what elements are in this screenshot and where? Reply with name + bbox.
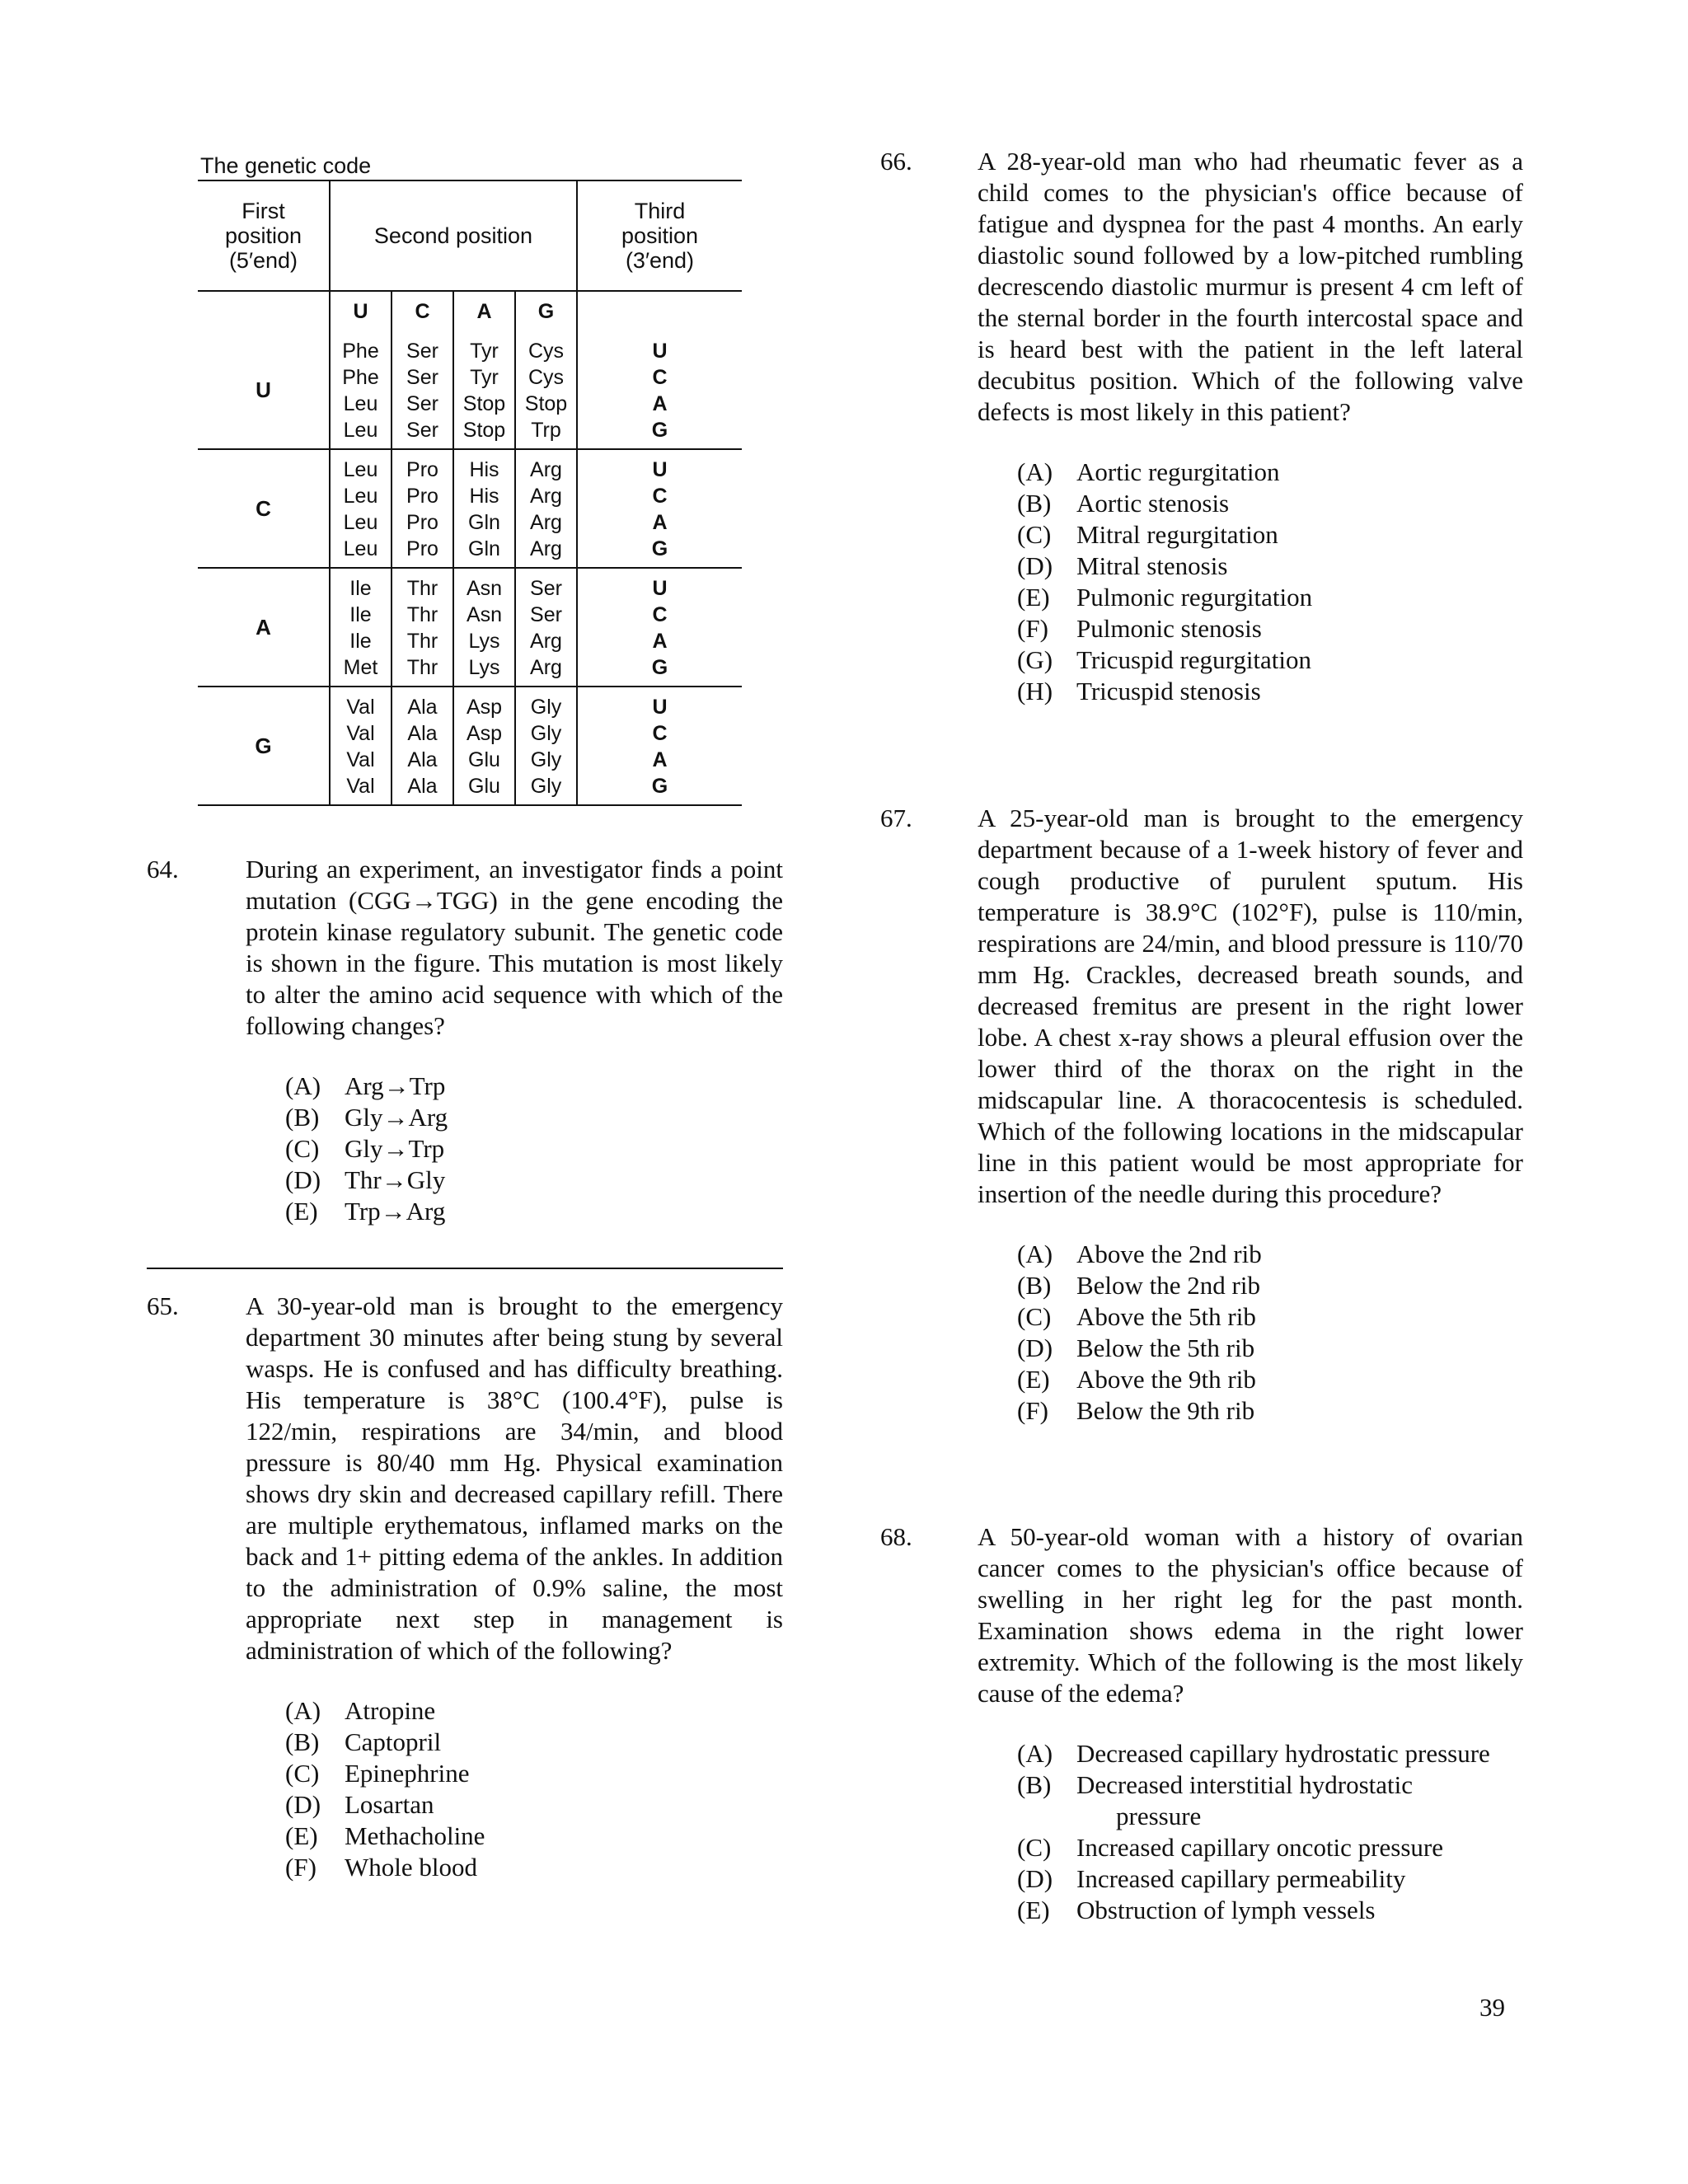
amino-acid-cell: Gly xyxy=(530,722,562,745)
answer-option xyxy=(285,1165,783,1196)
answer-option xyxy=(1017,582,1523,613)
amino-acid-cell: Stop xyxy=(524,392,568,415)
answer-option xyxy=(285,1196,783,1227)
amino-acid-cell: Ser xyxy=(530,577,562,600)
option-label: (C) xyxy=(285,1759,320,1788)
option-text: Atropine xyxy=(345,1696,436,1725)
amino-acid-cell: Leu xyxy=(343,537,378,560)
amino-acid-cell: Cys xyxy=(528,366,565,389)
section-divider xyxy=(147,1268,783,1269)
amino-acid-cell: Gly xyxy=(530,696,562,719)
answer-option xyxy=(1017,1769,1523,1832)
answer-option xyxy=(285,1727,783,1758)
amino-acid-cell: Leu xyxy=(343,511,378,534)
option-text: Below the 9th rib xyxy=(1076,1396,1255,1425)
amino-acid-cell: Thr xyxy=(406,577,438,600)
amino-acid-cell: Phe xyxy=(342,366,379,389)
answer-option xyxy=(285,1852,783,1883)
option-label: (B) xyxy=(1017,489,1052,518)
amino-acid-cell: Glu xyxy=(468,775,500,798)
option-text: Losartan xyxy=(345,1790,434,1819)
question-68 xyxy=(880,1521,1523,1926)
option-text: Increased capillary permeability xyxy=(1076,1864,1406,1893)
amino-acid-cell: His xyxy=(469,458,499,481)
third-position-letter: G xyxy=(651,419,668,442)
option-text: Gly→Arg xyxy=(345,1103,448,1132)
option-text: Aortic stenosis xyxy=(1076,489,1230,518)
amino-acid-cell: Val xyxy=(346,722,375,745)
option-label: (F) xyxy=(1017,614,1048,643)
page-number: 39 xyxy=(1479,1993,1505,2022)
option-text-continuation: pressure xyxy=(1116,1802,1202,1830)
amino-acid-cell: Asp xyxy=(466,722,503,745)
answer-option xyxy=(1017,1301,1523,1333)
answer-options xyxy=(1017,457,1523,707)
amino-acid-cell: Ala xyxy=(407,722,438,745)
option-text: Thr→Gly xyxy=(345,1165,446,1194)
amino-acid-cell: Val xyxy=(346,748,375,771)
option-text: Tricuspid regurgitation xyxy=(1076,645,1312,674)
option-text: Epinephrine xyxy=(345,1759,470,1788)
answer-option xyxy=(1017,676,1523,707)
amino-acid-cell: Ser xyxy=(406,366,438,389)
answer-option xyxy=(1017,1333,1523,1364)
third-position-letter: C xyxy=(652,722,668,745)
third-position-letter: A xyxy=(652,630,668,653)
question-number: 67. xyxy=(880,804,912,832)
option-text: Increased capillary oncotic pressure xyxy=(1076,1833,1443,1862)
genetic-code-figure xyxy=(198,152,742,806)
amino-acid-cell: Thr xyxy=(406,630,438,653)
amino-acid-cell: Arg xyxy=(530,485,562,508)
answer-options xyxy=(1017,1738,1523,1926)
option-text: Mitral stenosis xyxy=(1076,551,1228,580)
third-position-letter: U xyxy=(652,458,668,481)
answer-options xyxy=(285,1695,783,1883)
option-text: Arg→Trp xyxy=(345,1071,446,1100)
question-number: 64. xyxy=(147,855,179,883)
second-letter: G xyxy=(515,291,577,331)
third-position-letter: G xyxy=(651,537,668,560)
question-66 xyxy=(880,146,1523,707)
option-text: Aortic regurgitation xyxy=(1076,457,1280,486)
option-label: (F) xyxy=(1017,1396,1048,1425)
third-position-letter: U xyxy=(652,696,668,719)
answer-option xyxy=(1017,488,1523,519)
first-position-letter: C xyxy=(198,449,330,568)
question-number: 65. xyxy=(147,1291,179,1320)
option-text: Above the 9th rib xyxy=(1076,1365,1256,1394)
option-text: Methacholine xyxy=(345,1821,485,1850)
answer-options xyxy=(285,1071,783,1227)
first-position-header: First position (5′end) xyxy=(198,180,330,291)
amino-acid-cell: Thr xyxy=(406,656,438,679)
amino-acid-cell: Pro xyxy=(406,511,438,534)
question-67 xyxy=(880,803,1523,1427)
option-label: (C) xyxy=(285,1134,320,1163)
amino-acid-cell: Cys xyxy=(528,340,565,363)
amino-acid-cell: Ala xyxy=(407,748,438,771)
option-label: (E) xyxy=(285,1197,318,1226)
codon-block-g xyxy=(198,687,742,805)
amino-acid-cell: Gln xyxy=(468,511,500,534)
answer-option xyxy=(285,1102,783,1133)
codon-block-a xyxy=(198,568,742,687)
amino-acid-cell: Asn xyxy=(466,603,503,626)
answer-option xyxy=(1017,644,1523,676)
option-label: (F) xyxy=(285,1853,316,1882)
answer-option xyxy=(285,1789,783,1821)
answer-option xyxy=(1017,1895,1523,1926)
option-text: Below the 2nd rib xyxy=(1076,1271,1260,1300)
option-text: Above the 2nd rib xyxy=(1076,1240,1262,1268)
amino-acid-cell: Lys xyxy=(468,630,500,653)
option-label: (D) xyxy=(285,1790,321,1819)
amino-acid-cell: Phe xyxy=(342,340,379,363)
option-label: (B) xyxy=(285,1103,320,1132)
answer-option xyxy=(1017,1863,1523,1895)
first-position-letter: A xyxy=(198,568,330,687)
question-stem: A 28-year-old man who had rheumatic fever as a child comes to the physician's office because of fatigue and dyspnea for the past 4 months. An early diastolic sound followed by a low-pitched rumbling decrescendo diastolic murmur is present 4 cm left of the sternal border in the fourth intercostal space and is heard best with the patient in the left lateral decubitus position. Which of the following valve defects is most likely in this patient? xyxy=(978,147,1523,426)
answer-options xyxy=(1017,1239,1523,1427)
option-label: (A) xyxy=(285,1071,321,1100)
answer-option xyxy=(1017,519,1523,551)
amino-acid-cell: Leu xyxy=(343,392,378,415)
question-stem: A 25-year-old man is brought to the emergency department because of a 1-week history of fever and cough productive of purulent sputum. His temperature is 38.9°C (102°F), pulse is 110/min, respirations are 24/min, and blood pressure is 110/70 mm Hg. Crackles, decreased breath sounds, and decreased fremitus are present in the right lower lobe. A chest x-ray shows a pleural effusion over the lower third of the thorax on the right in the midscapular line. A thoracocentesis is scheduled. Which of the following locations in the midscapular line in this patient would be most appropriate for insertion of the needle during this procedure? xyxy=(978,804,1523,1208)
answer-option xyxy=(285,1821,783,1852)
answer-option xyxy=(285,1133,783,1165)
option-label: (A) xyxy=(1017,1240,1053,1268)
amino-acid-cell: Tyr xyxy=(470,366,499,389)
amino-acid-cell: Asn xyxy=(466,577,503,600)
option-label: (E) xyxy=(1017,1365,1050,1394)
answer-option xyxy=(1017,457,1523,488)
amino-acid-cell: Arg xyxy=(530,630,562,653)
option-label: (G) xyxy=(1017,645,1053,674)
amino-acid-cell: Stop xyxy=(462,392,506,415)
question-number: 68. xyxy=(880,1522,912,1551)
option-text: Tricuspid stenosis xyxy=(1076,677,1261,705)
amino-acid-cell: Asp xyxy=(466,696,503,719)
option-label: (A) xyxy=(1017,1739,1053,1768)
option-text: Pulmonic regurgitation xyxy=(1076,583,1313,612)
amino-acid-cell: Stop xyxy=(462,419,506,442)
first-position-letter: U xyxy=(198,331,330,449)
question-stem: During an experiment, an investigator finds a point mutation (CGG→TGG) in the gene encoding the protein kinase regulatory subunit. The genetic code is shown in the figure. This mutation is most likely to alter the amino acid sequence with which of the following changes? xyxy=(246,855,783,1040)
second-letter: U xyxy=(330,291,392,331)
amino-acid-cell: Lys xyxy=(468,656,500,679)
answer-option xyxy=(1017,1395,1523,1427)
amino-acid-cell: Pro xyxy=(406,458,438,481)
amino-acid-cell: Ile xyxy=(349,630,372,653)
answer-option xyxy=(1017,1738,1523,1769)
question-stem: A 50-year-old woman with a history of ovarian cancer comes to the physician's office because of swelling in her right leg for the past month. Examination shows edema in the right lower extremity. Which of the following is the most likely cause of the edema? xyxy=(978,1522,1523,1708)
second-letter: C xyxy=(392,291,453,331)
amino-acid-cell: Ile xyxy=(349,603,372,626)
codon-block-c xyxy=(198,449,742,568)
amino-acid-cell: Tyr xyxy=(470,340,499,363)
option-label: (B) xyxy=(1017,1271,1052,1300)
option-label: (E) xyxy=(285,1821,318,1850)
genetic-code-table xyxy=(198,180,742,806)
amino-acid-cell: Ser xyxy=(406,392,438,415)
option-text: Decreased capillary hydrostatic pressure xyxy=(1076,1739,1490,1768)
amino-acid-cell: Ile xyxy=(349,577,372,600)
amino-acid-cell: Leu xyxy=(343,419,378,442)
first-position-letter: G xyxy=(198,687,330,805)
option-label: (E) xyxy=(1017,1896,1050,1924)
third-position-letter: A xyxy=(652,748,668,771)
option-label: (C) xyxy=(1017,520,1052,549)
question-stem: A 30-year-old man is brought to the emergency department 30 minutes after being stung by several wasps. He is confused and has difficulty breathing. His temperature is 38°C (100.4°F), pulse is 122/min, respirations are 34/min, and blood pressure is 80/40 mm Hg. Physical examination shows dry skin and decreased capillary refill. There are multiple erythematous, inflamed marks on the back and 1+ pitting edema of the ankles. In addition to the administration of 0.9% saline, the most appropriate next step in management is administration of which of the following? xyxy=(246,1291,783,1665)
option-text: Captopril xyxy=(345,1727,442,1756)
option-text: Whole blood xyxy=(345,1853,477,1882)
answer-option xyxy=(285,1071,783,1102)
third-position-letter: U xyxy=(652,340,668,363)
answer-option xyxy=(285,1758,783,1789)
option-label: (H) xyxy=(1017,677,1053,705)
amino-acid-cell: Ser xyxy=(406,419,438,442)
third-position-letter: G xyxy=(651,656,668,679)
option-label: (E) xyxy=(1017,583,1050,612)
option-label: (A) xyxy=(285,1696,321,1725)
option-text: Trp→Arg xyxy=(345,1197,446,1226)
answer-option xyxy=(285,1695,783,1727)
question-64 xyxy=(147,854,783,1227)
option-label: (D) xyxy=(1017,551,1053,580)
third-position-letter: G xyxy=(651,775,668,798)
third-position-letter: C xyxy=(652,485,668,508)
answer-option xyxy=(1017,1832,1523,1863)
amino-acid-cell: Gly xyxy=(530,748,562,771)
third-position-letter: C xyxy=(652,603,668,626)
option-label: (C) xyxy=(1017,1833,1052,1862)
option-label: (B) xyxy=(285,1727,320,1756)
amino-acid-cell: Arg xyxy=(530,537,562,560)
amino-acid-cell: Glu xyxy=(468,748,500,771)
option-label: (D) xyxy=(1017,1333,1053,1362)
option-label: (A) xyxy=(1017,457,1053,486)
codon-block-u xyxy=(198,331,742,449)
answer-option xyxy=(1017,613,1523,644)
amino-acid-cell: Ser xyxy=(530,603,562,626)
amino-acid-cell: Thr xyxy=(406,603,438,626)
amino-acid-cell: Ser xyxy=(406,340,438,363)
amino-acid-cell: Pro xyxy=(406,537,438,560)
second-position-header: Second position xyxy=(330,180,577,291)
amino-acid-cell: Leu xyxy=(343,485,378,508)
option-label: (D) xyxy=(1017,1864,1053,1893)
option-text: Above the 5th rib xyxy=(1076,1302,1256,1331)
second-letter: A xyxy=(453,291,515,331)
third-position-letter: A xyxy=(652,392,668,415)
option-text: Gly→Trp xyxy=(345,1134,445,1163)
third-position-letter: C xyxy=(652,366,668,389)
answer-option xyxy=(1017,1270,1523,1301)
genetic-code-title: The genetic code xyxy=(200,153,372,178)
amino-acid-cell: Ala xyxy=(407,775,438,798)
question-65 xyxy=(147,1291,783,1883)
third-position-header: Third position (3′end) xyxy=(577,180,742,291)
third-position-letter: U xyxy=(652,577,668,600)
option-text: Below the 5th rib xyxy=(1076,1333,1255,1362)
amino-acid-cell: Pro xyxy=(406,485,438,508)
amino-acid-cell: Arg xyxy=(530,458,562,481)
amino-acid-cell: Trp xyxy=(531,419,561,442)
option-label: (D) xyxy=(285,1165,321,1194)
answer-option xyxy=(1017,1364,1523,1395)
amino-acid-cell: Val xyxy=(346,775,375,798)
option-text: Mitral regurgitation xyxy=(1076,520,1278,549)
amino-acid-cell: Arg xyxy=(530,656,562,679)
amino-acid-cell: Ala xyxy=(407,696,438,719)
option-text: Pulmonic stenosis xyxy=(1076,614,1262,643)
option-text: Decreased interstitial hydrostatic xyxy=(1076,1770,1414,1799)
table-header-row xyxy=(198,180,742,291)
amino-acid-cell: Gln xyxy=(468,537,500,560)
second-letter-row xyxy=(198,291,742,331)
option-label: (C) xyxy=(1017,1302,1052,1331)
amino-acid-cell: Leu xyxy=(343,458,378,481)
amino-acid-cell: His xyxy=(469,485,499,508)
third-position-letter: A xyxy=(652,511,668,534)
amino-acid-cell: Gly xyxy=(530,775,562,798)
amino-acid-cell: Met xyxy=(343,656,378,679)
amino-acid-cell: Arg xyxy=(530,511,562,534)
question-number: 66. xyxy=(880,147,912,176)
option-text: Obstruction of lymph vessels xyxy=(1076,1896,1376,1924)
amino-acid-cell: Val xyxy=(346,696,375,719)
option-label: (B) xyxy=(1017,1770,1052,1799)
answer-option xyxy=(1017,1239,1523,1270)
answer-option xyxy=(1017,551,1523,582)
